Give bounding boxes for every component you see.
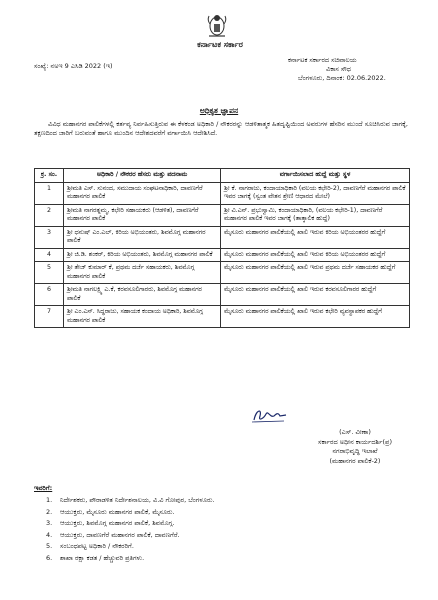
row-employee-name: ಶ್ರೀಮತಿ ನಾಗಲಕ್ಷ್ಮಿ ಎ.ಕೆ, ಕರವಸೂಲಿಗಾರರು, ಶಿವಮೊಗ್ಗ ಮಹಾನಗರ ಪಾಲಿಕೆ [64,284,221,306]
office-address [288,56,386,83]
row-transferred-post: ಮೈಸೂರು ಮಹಾನಗರ ಪಾಲಿಕೆಯಲ್ಲಿ ಖಾಲಿ ಇರುವ ಕಿರಿಯ ಅಭಿಯಂತರರ ಹುದ್ದೆಗೆ [221,248,410,262]
header-serial-no: ಕ್ರ. ಸಂ. [35,169,64,183]
row-serial-no: 3 [35,226,64,248]
list-item: 5. ಸಂಬಂಧಪಟ್ಟ ಅಧಿಕಾರಿ / ನೌಕರರಿಗೆ. [46,542,134,550]
row-serial-no: 4 [35,248,64,262]
row-employee-name: ಶ್ರೀ ಧನುಷ್ ಎಂ.ಎಲ್, ಕಿರಿಯ ಅಭಿಯಂತರು, ಶಿವಮೊಗ್ಗ ಮಹಾನಗರ ಪಾಲಿಕೆ [64,226,221,248]
row-transferred-post: ಮೈಸೂರು ಮಹಾನಗರ ಪಾಲಿಕೆಯಲ್ಲಿ ಖಾಲಿ ಇರುವ ಪ್ರಥಮ ದರ್ಜೆ ಸಹಾಯಕರ ಹುದ್ದೆಗೆ [221,262,410,284]
office-line-date: ಬೆಂಗಳೂರು, ದಿನಾಂಕ: 02.06.2022. [298,74,386,82]
notification-heading: ಅಧಿಕೃತ ಜ್ಞಾಪನ [199,106,239,115]
table-row [35,284,410,306]
row-employee-name: ಶ್ರೀಮತಿ ಎಸ್. ಸುನಂದ, ಸಮುದಾಯ ಸಂಘಟನಾಧಿಕಾರಿ, ದಾವಣಗೆರೆ ಮಹಾನಗರ ಪಾಲಿಕೆ [64,182,221,204]
signatory-department: ನಗರಾಭಿವೃದ್ಧಿ ಇಲಾಖೆ [332,447,378,455]
table-row [35,248,410,262]
row-transferred-post: ಶ್ರೀ ವಿ.ಎನ್. ಪ್ರಭುಸ್ವಾಮಿ, ಕಂದಾಯಾಧಿಕಾರಿ, (ವಲಯ ಕಛೇರಿ-1), ದಾವಣಗೆರೆ ಮಹಾನಗರ ಪಾಲಿಕೆ ಇವರ ಜಾಗಕ್ಕೆ (ತಾತ್ಕಾಲಿಕ ಹುದ್ದೆ) [221,204,410,226]
row-transferred-post: ಮೈಸೂರು ಮಹಾನಗರ ಪಾಲಿಕೆಯಲ್ಲಿ ಖಾಲಿ ಇರುವ ಕಿರಿಯ ಅಭಿಯಂತರರ ಹುದ್ದೆಗೆ [221,226,410,248]
notification-body: ವಿವಿಧ ಮಹಾನಗರ ಪಾಲಿಕೆಗಳಲ್ಲಿ ಕರ್ತವ್ಯ ನಿರ್ವಹಿಸುತ್ತಿರುವ ಈ ಕೆಳಕಂಡ ಅಧಿಕಾರಿ / ನೌಕರರನ್ನು ಆಡಳಿತಾತ್ಮಕ ಹಿತದೃಷ್ಟಿಯಿಂದ ಅವರುಗಳ ಹೆಸರಿನ ಮುಂದೆ ಸೂಚಿಸಿರುವ ಜಾಗಕ್ಕೆ, ತಕ್ಷಣದಿಂದ ಜಾರಿಗೆ ಬರುವಂತೆ ಹಾಗೂ ಮುಂದಿನ ಆದೇಶದವರೆಗೆ ವರ್ಗಾಯಿಸಿ ಆದೇಶಿಸಿದೆ. [34,120,408,137]
row-employee-name: ಶ್ರೀಮತಿ ನಾಗರತ್ನಮ್ಮ, ಕಛೇರಿ ಸಹಾಯಕರು (ಆಡಳಿತ), ದಾವಣಗೆರೆ ಮಹಾನಗರ ಪಾಲಿಕೆ [64,204,221,226]
row-serial-no: 5 [35,262,64,284]
signatory-block [300,428,410,466]
row-serial-no: 1 [35,182,64,204]
office-line-building: ವಿಕಾಸ ಸೌಧ [326,65,351,73]
list-item: 4. ಆಯುಕ್ತರು, ದಾವಣಗೆರೆ ಮಹಾನಗರ ಪಾಲಿಕೆ, ದಾವಣಗೆರೆ. [46,530,180,539]
list-item: 1. ನಿರ್ದೇಶಕರು, ಪೌರಾಡಳಿತ ನಿರ್ದೇಶನಾಲಯ, ವಿ.ವಿ ಗೋಪುರ, ಬೆಂಗಳೂರು. [46,496,215,504]
row-employee-name: ಶ್ರೀ ತೇಜ್ ಕುಮಾರ್ ಕೆ, ಪ್ರಥಮ ದರ್ಜೆ ಸಹಾಯಕರು, ಶಿವಮೊಗ್ಗ ಮಹಾನಗರ ಪಾಲಿಕೆ [64,262,221,284]
header-employee-name: ಅಧಿಕಾರಿ / ನೌಕರರ ಹೆಸರು ಮತ್ತು ಪದನಾಮ [64,169,221,183]
signatory-name: (ಎಸ್. ವೀಣಾ) [339,428,371,436]
row-transferred-post: ಮೈಸೂರು ಮಹಾನಗರ ಪಾಲಿಕೆಯಲ್ಲಿ ಖಾಲಿ ಇರುವ ಕಛೇರಿ ವ್ಯವಸ್ಥಾಪಕರ ಹುದ್ದೆಗೆ [221,306,410,328]
karnataka-state-emblem-icon [206,12,228,38]
header-transferred-post: ವರ್ಗಾಯಿಸಲಾದ ಹುದ್ದೆ ಮತ್ತು ಸ್ಥಳ [221,169,410,183]
list-item: 3. ಆಯುಕ್ತರು, ಶಿವಮೊಗ್ಗ ಮಹಾನಗರ ಪಾಲಿಕೆ, ಶಿವಮೊಗ್ಗ. [46,519,175,527]
table-row [35,182,410,204]
table-row [35,262,410,284]
row-serial-no: 7 [35,306,64,328]
transfer-table [34,168,410,328]
row-transferred-post: ಶ್ರೀ ಕೆ. ನಾಗರಾಜು, ಕಂದಾಯಾಧಿಕಾರಿ (ವಲಯ ಕಛೇರಿ-2), ದಾವಣಗೆರೆ ಮಹಾನಗರ ಪಾಲಿಕೆ ಇವರ ಜಾಗಕ್ಕೆ (ಸ್ವಂತ ವೇತನ ಶ್ರೇಣಿ ಆಧಾರದ ಮೇಲೆ) [221,182,410,204]
signatory-designation: ಸರ್ಕಾರದ ಅಧೀನ ಕಾರ್ಯದರ್ಶಿ(ಪ್ರ) [318,437,392,446]
signatory-section: (ಮಹಾನಗರ ಪಾಲಿಕೆ-2) [329,456,381,465]
row-employee-name: ಶ್ರೀ ಎಂ.ಎಸ್. ಸಿದ್ಧರಾಜು, ಸಹಾಯಕ ಕಂದಾಯ ಅಧಿಕಾರಿ, ಶಿವಮೊಗ್ಗ ಮಹಾನಗರ ಪಾಲಿಕೆ [64,306,221,328]
government-title: ಕರ್ನಾಟಕ ಸರ್ಕಾರ [197,40,243,49]
table-row [35,204,410,226]
row-serial-no: 6 [35,284,64,306]
list-item: 6. ಶಾಖಾ ರಕ್ಷಾ ಕಡತ / ಹೆಚ್ಚುವರಿ ಪ್ರತಿಗಳು. [46,553,145,562]
copy-to-heading: ಇವರಿಗೆ: [34,484,53,492]
table-row [35,306,410,328]
copy-to-list [46,495,215,564]
row-employee-name: ಶ್ರೀ ಜಿ.ಡಿ. ಶಂಕರ್, ಕಿರಿಯ ಅಭಿಯಂತರು, ಶಿವಮೊಗ್ಗ ಮಹಾನಗರ ಪಾಲಿಕೆ [64,248,221,262]
table-header-row [35,169,410,183]
handwritten-signature [248,404,290,426]
table-row [35,226,410,248]
office-line-secretariat: ಕರ್ನಾಟಕ ಸರ್ಕಾರದ ಸಚಿವಾಲಯ [288,56,357,64]
row-serial-no: 2 [35,204,64,226]
row-transferred-post: ಮೈಸೂರು ಮಹಾನಗರ ಪಾಲಿಕೆಯಲ್ಲಿ ಖಾಲಿ ಇರುವ ಕರವಸೂಲಿಗಾರರ ಹುದ್ದೆಗೆ [221,284,410,306]
order-number: ಸಂಖ್ಯೆ: ನಅಇ 9 ಎಸಿಡಿ 2022 (ಇ) [34,62,113,70]
list-item: 2. ಆಯುಕ್ತರು, ಮೈಸೂರು ಮಹಾನಗರ ಪಾಲಿಕೆ, ಮೈಸೂರು. [46,507,175,516]
